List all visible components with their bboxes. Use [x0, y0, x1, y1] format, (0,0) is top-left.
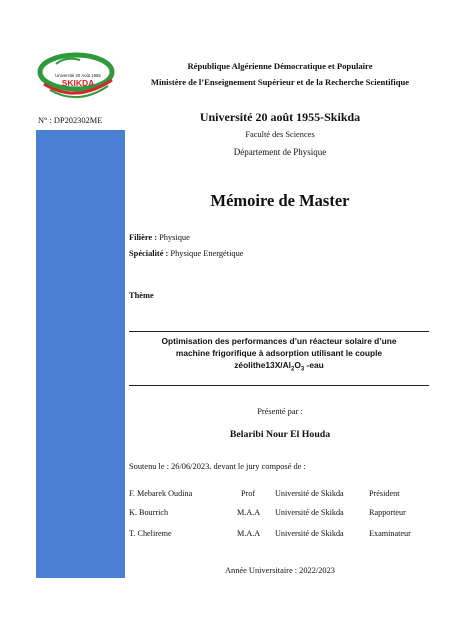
logo-text: Université 20 Août 1955: [55, 73, 101, 78]
jury-institution: Université de Skikda: [275, 489, 344, 498]
side-color-bar: [36, 130, 125, 578]
jury-role: Examinateur: [369, 529, 411, 538]
logo-name: SKIKDA: [61, 78, 95, 88]
theme-title: [129, 335, 429, 376]
theme-top-rule: [129, 331, 429, 332]
department: Département de Physique: [233, 147, 327, 157]
republic-line: République Algérienne Démocratique et Populaire: [187, 61, 373, 71]
specialite-value: Physique Energétique: [168, 249, 244, 258]
jury-role: Président: [369, 489, 400, 498]
jury-name: T. Chelireme: [129, 529, 172, 538]
jury-name: K. Bourrich: [129, 508, 169, 517]
page-title: Mémoire de Master: [210, 191, 350, 210]
filiere-line: [129, 233, 190, 242]
theme-line-2: machine frigorifique à adsorption utilisant le couple: [175, 348, 383, 358]
jury-role: Rapporteur: [369, 508, 406, 517]
jury-grade: M.A.A: [237, 529, 261, 538]
faculty: Faculté des Sciences: [245, 130, 315, 139]
university-name: Université 20 août 1955-Skikda: [199, 110, 361, 124]
theme-bottom-rule: [129, 385, 429, 386]
jury-name: F. Mebarek Oudina: [129, 489, 193, 498]
ministry-line: Ministère de l’Enseignement Supérieur et de la Recherche Scientifique: [150, 77, 410, 87]
jury-institution: Université de Skikda: [275, 508, 344, 517]
specialite-line: [129, 249, 244, 258]
jury-grade: M.A.A: [237, 508, 261, 517]
filiere-label: Filière :: [129, 233, 157, 242]
academic-year: Année Universitaire : 2022/2023: [224, 566, 335, 575]
presented-by: Présenté par :: [257, 407, 303, 416]
reference-number: N° : DP202302ME: [38, 116, 103, 125]
theme-line-1: Optimisation des performances d’un réacteur solaire d’une: [161, 336, 397, 346]
theme-line-3: $zéolithe13X/Al_2O_3$ -eau: [234, 360, 324, 373]
university-logo: [36, 46, 120, 108]
jury-institution: Université de Skikda: [275, 529, 344, 538]
jury-grade: Prof: [241, 489, 256, 498]
author-name: Belaribi Nour El Houda: [229, 429, 331, 440]
theme-label: Thème: [129, 291, 154, 300]
filiere-value: Physique: [156, 233, 190, 242]
defense-date: Soutenu le : 26/06/2023. devant le jury composé de :: [129, 462, 306, 471]
specialite-label: Spécialité :: [129, 249, 169, 258]
